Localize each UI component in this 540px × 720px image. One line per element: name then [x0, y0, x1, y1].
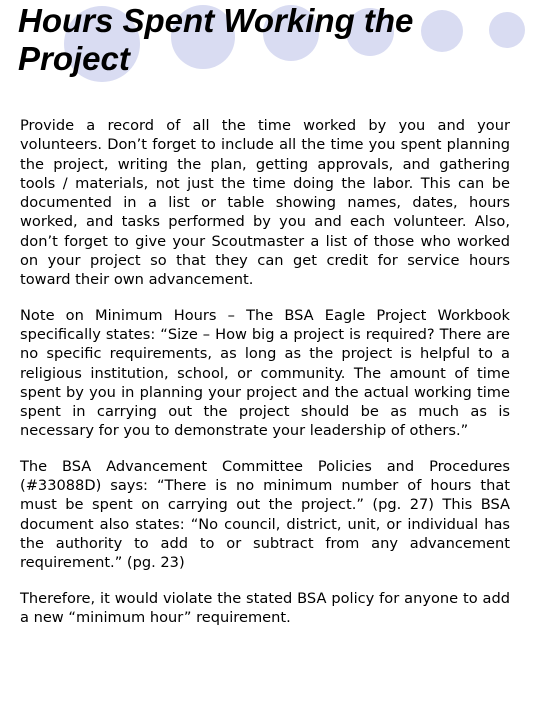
paragraph-conclusion: Therefore, it would violate the stated BSA policy for anyone to add a new “minimum hour” requirement. — [20, 589, 510, 626]
page-title: Hours Spent Working the Project — [18, 2, 414, 77]
paragraph-minimum-hours: Note on Minimum Hours – The BSA Eagle Project Workbook specifically states: “Size – How big a project is required? There are no specific requirements, as long as the project is helpful to a religious institution, school, or community. The amount of time spent by you in planning your project and the actual working time spent in carrying out the project should be as much as is necessary for you to demonstrate your leadership of others.” — [20, 306, 510, 440]
body-text — [20, 116, 510, 643]
paragraph-time-record: Provide a record of all the time worked by you and your volunteers. Don’t forget to include all the time you spent planning the project, writing the plan, getting approvals, and gathering tools / materials, not just the time doing the labor. This can be documented in a list or table showing names, dates, hours worked, and tasks performed by you and each volunteer. Also, don’t forget to give your Scoutmaster a list of those who worked on your project so that they can get credit for service hours toward their own advancement. — [20, 117, 510, 289]
paragraph-policy: The BSA Advancement Committee Policies and Procedures (#33088D) says: “There is no minimum number of hours that must be spent on carrying out the project.” (pg. 27) This BSA document also states: “No council, district, unit, or individual has the authority to add to or subtract from any advancement requirement.” (pg. 23) — [20, 457, 510, 572]
